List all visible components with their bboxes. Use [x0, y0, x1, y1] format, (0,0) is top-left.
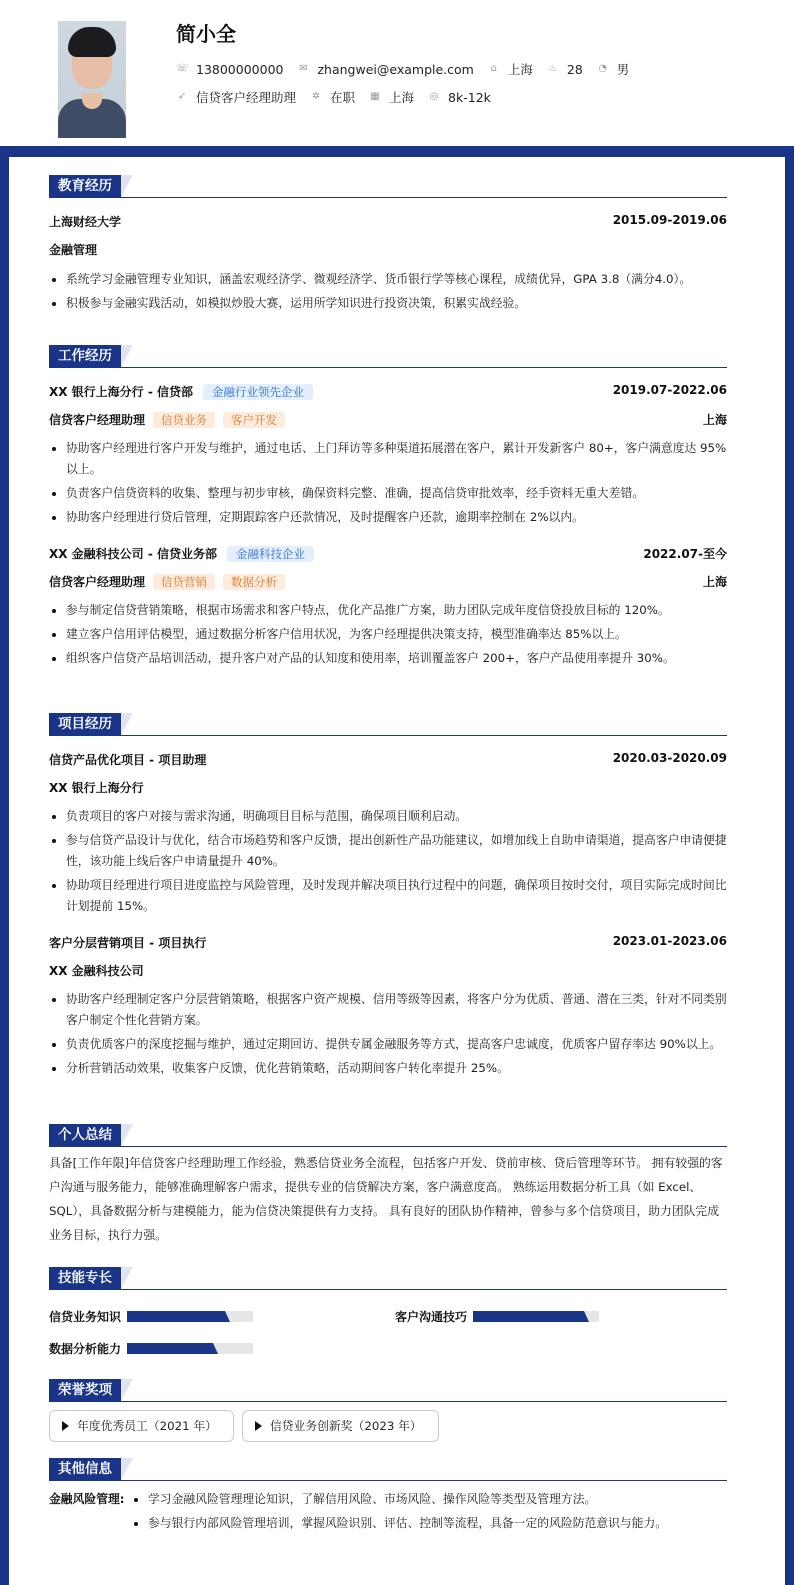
list-item: 协助项目经理进行项目进度监控与风险管理，及时发现并解决项目执行过程中的问题，确保项目按时交付，项目实际完成时间比计划提前 15%。 — [49, 875, 727, 917]
location: 上海 — [507, 62, 533, 77]
project-org: XX 金融科技公司 — [49, 964, 144, 978]
contact-row — [176, 60, 643, 78]
list-item: 组织客户信贷产品培训活动，提升客户对产品的认知度和使用率，培训覆盖客户 200+，客户产品使用率提升 30%。 — [49, 648, 727, 669]
gender-icon: ◔ — [598, 63, 608, 74]
major: 金融管理 — [49, 243, 98, 257]
project-name: 信贷产品优化项目 - 项目助理 — [49, 753, 207, 767]
education-section — [49, 175, 727, 317]
section-title: 其他信息 — [49, 1458, 121, 1480]
list-item: 积极参与金融实践活动，如模拟炒股大赛，运用所学知识进行投资决策，积累实战经验。 — [49, 293, 727, 314]
company-tag: 金融科技企业 — [227, 546, 314, 562]
target-city: 上海 — [389, 90, 415, 105]
work-period: 2022.07-至今 — [643, 547, 727, 561]
work-city: 上海 — [702, 413, 727, 427]
company-name: XX 银行上海分行 - 信贷部 — [49, 385, 194, 399]
skill-bar-fill — [473, 1311, 584, 1322]
skill-bar-fill — [127, 1343, 213, 1354]
award-item — [49, 1410, 234, 1442]
list-item: 参与银行内部风险管理培训，掌握风险识别、评估、控制等流程，具备一定的风险防范意识与能力。 — [131, 1513, 727, 1534]
project-bullets — [49, 989, 727, 1079]
phone-number: 13800000000 — [196, 61, 284, 77]
work-bullets — [49, 600, 727, 669]
skill-name: 客户沟通技巧 — [395, 1310, 468, 1324]
skill-tag: 信贷业务 — [153, 412, 215, 428]
skill-item — [49, 1308, 253, 1325]
phone-icon: ☏ — [176, 63, 189, 74]
list-item: 协助客户经理进行客户开发与维护，通过电话、上门拜访等多种渠道拓展潜在客户，累计开发新客户 80+，客户满意度达 95% 以上。 — [49, 438, 727, 480]
other-section — [49, 1458, 727, 1537]
list-item: 协助客户经理制定客户分层营销策略，根据客户资产规模、信用等级等因素，将客户分为优质、普通、潜在三类，针对不同类别客户制定个性化营销方案。 — [49, 989, 727, 1031]
award-item — [242, 1410, 439, 1442]
award-name: 年度优秀员工（2021 年） — [77, 1419, 217, 1433]
skill-name: 信贷业务知识 — [49, 1310, 122, 1324]
project-period: 2023.01-2023.06 — [612, 934, 727, 948]
play-icon — [255, 1421, 262, 1431]
skill-bar-fill — [127, 1311, 225, 1322]
employment-status: 在职 — [330, 90, 356, 105]
job-intention-row — [176, 88, 505, 106]
list-item: 协助客户经理进行贷后管理，定期跟踪客户还款情况，及时提醒客户还款，逾期率控制在 2%以内。 — [49, 507, 727, 528]
salary-icon: ◎ — [429, 91, 439, 102]
company-tag: 金融行业领先企业 — [203, 384, 313, 400]
list-item: 负责项目的客户对接与需求沟通，明确项目目标与范围，确保项目顺利启动。 — [49, 806, 727, 827]
list-item: 系统学习金融管理专业知识，涵盖宏观经济学、微观经济学、货币银行学等核心课程，成绩优异，GPA 3.8（满分4.0）。 — [49, 269, 727, 290]
company-name: XX 金融科技公司 - 信贷业务部 — [49, 547, 218, 561]
cake-icon: ♨ — [548, 63, 558, 74]
summary-section — [49, 1124, 727, 1247]
section-title: 荣誉奖项 — [49, 1379, 121, 1401]
projects-section — [49, 713, 727, 1082]
skill-tag: 信贷营销 — [153, 574, 215, 590]
resume-header — [0, 0, 794, 146]
other-label: 金融风险管理: — [49, 1492, 125, 1506]
honors-section — [49, 1379, 727, 1442]
gender: 男 — [616, 62, 630, 77]
profile-photo — [58, 21, 126, 138]
status-icon: ✲ — [311, 91, 321, 102]
candidate-name: 简小全 — [176, 22, 236, 46]
skill-bar — [127, 1311, 253, 1322]
section-header — [49, 1379, 727, 1402]
awards-list — [49, 1410, 727, 1442]
list-item: 参与信贷产品设计与优化，结合市场趋势和客户反馈，提出创新性产品功能建议，如增加线上自助申请渠道，提高客户申请便捷性，该功能上线后客户申请量提升 40%。 — [49, 830, 727, 872]
section-header — [49, 175, 727, 198]
section-title: 个人总结 — [49, 1124, 121, 1146]
work-section — [49, 345, 727, 672]
list-item: 参与制定信贷营销策略，根据市场需求和客户特点，优化产品推广方案，助力团队完成年度信贷投放目标的 120%。 — [49, 600, 727, 621]
skills-grid — [49, 1300, 727, 1374]
section-header — [49, 713, 727, 736]
mail-icon: ✉ — [299, 63, 308, 74]
job-title: 信贷客户经理助理 — [49, 575, 146, 589]
skill-tag: 客户开发 — [223, 412, 285, 428]
send-icon: ➶ — [177, 91, 187, 102]
building-icon: ▦ — [370, 91, 380, 102]
section-title: 工作经历 — [49, 345, 121, 367]
skills-section — [49, 1267, 727, 1374]
education-period: 2015.09-2019.06 — [612, 213, 727, 227]
section-header — [49, 1267, 727, 1290]
project-name: 客户分层营销项目 - 项目执行 — [49, 936, 207, 950]
home-icon: ⌂ — [490, 63, 498, 74]
work-period: 2019.07-2022.06 — [612, 383, 727, 397]
section-title: 项目经历 — [49, 713, 121, 735]
section-title: 技能专长 — [49, 1267, 121, 1289]
section-header — [49, 345, 727, 368]
other-info — [49, 1489, 727, 1534]
email-address: zhangwei@example.com — [317, 61, 474, 77]
section-header — [49, 1124, 727, 1147]
target-role: 信贷客户经理助理 — [196, 90, 297, 105]
job-title: 信贷客户经理助理 — [49, 413, 146, 427]
award-name: 信贷业务创新奖（2023 年） — [269, 1419, 422, 1433]
play-icon — [62, 1421, 69, 1431]
project-period: 2020.03-2020.09 — [612, 751, 727, 765]
skill-item — [49, 1340, 253, 1357]
skill-bar — [473, 1311, 599, 1322]
skill-tag: 数据分析 — [223, 574, 285, 590]
list-item: 负责客户信贷资料的收集、整理与初步审核，确保资料完整、准确，提高信贷审批效率，经手资料无重大差错。 — [49, 483, 727, 504]
summary-text: 具备[工作年限]年信贷客户经理助理工作经验，熟悉信贷业务全流程，包括客户开发、贷前审核、贷后管理等环节。 拥有较强的客户沟通与服务能力，能够准确理解客户需求，提供专业的信贷解决方案，客户满意度高。 熟练运用数据分析工具（如 Excel、SQL），具备数据分析与建模能力，能为信贷决策提供有力支持。 具有良好的团队协作精神，曾参与多个信贷项目，助力团队完成业务目标，执行力强。 — [49, 1156, 723, 1242]
list-item: 负责优质客户的深度挖掘与维护，通过定期回访、提供专属金融服务等方式，提高客户忠诚度，优质客户留存率达 90%以上。 — [49, 1034, 727, 1055]
work-bullets — [49, 438, 727, 528]
school-name: 上海财经大学 — [49, 215, 122, 229]
section-title: 教育经历 — [49, 175, 121, 197]
resume-body — [9, 157, 785, 1585]
other-bullets — [131, 1489, 727, 1534]
list-item: 分析营销活动效果，收集客户反馈，优化营销策略，活动期间客户转化率提升 25%。 — [49, 1058, 727, 1079]
salary-range: 8k-12k — [448, 89, 491, 105]
age: 28 — [566, 61, 583, 77]
skill-item — [395, 1308, 599, 1325]
skill-name: 数据分析能力 — [49, 1342, 122, 1356]
project-org: XX 银行上海分行 — [49, 781, 144, 795]
section-header — [49, 1458, 727, 1481]
project-bullets — [49, 806, 727, 917]
work-city: 上海 — [702, 575, 727, 589]
list-item: 学习金融风险管理理论知识，了解信用风险、市场风险、操作风险等类型及管理方法。 — [131, 1489, 727, 1510]
education-bullets — [49, 269, 727, 314]
list-item: 建立客户信用评估模型，通过数据分析客户信用状况，为客户经理提供决策支持，模型准确率达 85%以上。 — [49, 624, 727, 645]
skill-bar — [127, 1343, 253, 1354]
